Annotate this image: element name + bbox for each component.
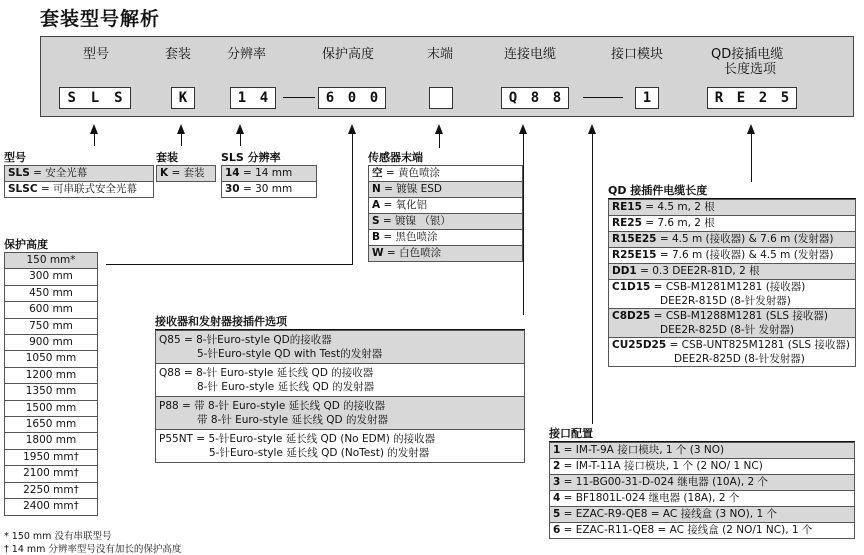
model-block-title: 型号	[4, 151, 26, 164]
interface-desc: = IM-T-11A 接口模块, 1 个 (2 NO/ 1 NC)	[560, 460, 763, 472]
arrow-line	[94, 132, 95, 146]
code-char: Q	[508, 90, 518, 106]
interface-desc: = EZAC-R9-QE8 = AC 接线盒 (3 NO), 1 个	[560, 508, 777, 520]
connector-desc-line2: 5-针Euro-style QD with Test的发射器	[197, 348, 383, 360]
interface-code: 2	[553, 460, 561, 472]
header-height: 保护高度	[322, 47, 375, 62]
end-desc: = 白色喷涂	[383, 247, 442, 259]
interface-desc: = 11-BG00-31-D-024 继电器 (10A), 2 个	[560, 476, 769, 488]
height-option: 1650 mm	[5, 417, 98, 433]
connector-line	[106, 264, 353, 265]
qd-code: DD1	[612, 265, 637, 277]
code-char: R	[714, 90, 724, 106]
qd-cable-length-block	[608, 184, 856, 367]
connector-desc-line2: 5-针Euro-style 延长线 QD (NoTest) 的发射器	[209, 447, 430, 459]
connector-code: Q88	[159, 367, 181, 379]
resolution-desc: = 14 mm	[239, 167, 293, 179]
connector-code: P88	[159, 400, 179, 412]
connector-desc-line1: = 8-针 Euro-style 延长线 QD 的接收器	[180, 367, 374, 379]
interface-code: 3	[553, 476, 561, 488]
arrow-line	[751, 132, 752, 182]
qd-code: RE15	[612, 201, 642, 213]
interface-code: 4	[553, 492, 561, 504]
height-option: 150 mm*	[5, 253, 98, 269]
height-option: 1050 mm	[5, 351, 98, 367]
interface-code: 5	[553, 508, 561, 520]
resolution-code: 30	[225, 183, 240, 195]
qd-desc: = CSB-M1281M1281 (接收器)	[650, 281, 806, 293]
resolution-block-title: SLS 分辨率	[221, 151, 281, 164]
code-char: 1	[642, 90, 652, 106]
separator-dash	[583, 97, 623, 98]
height-option: 300 mm	[5, 269, 98, 285]
code-char: 1	[237, 90, 247, 106]
header-end: 末端	[427, 47, 454, 62]
model-code-banner	[40, 36, 854, 117]
qd-cable-length-title: QD 接插件电缆长度	[608, 184, 856, 199]
interface-desc: = BF1801L-024 继电器 (18A), 2 个	[560, 492, 740, 504]
model-block	[4, 151, 154, 198]
code-char: E	[736, 90, 746, 106]
height-option: 1200 mm	[5, 367, 98, 383]
kit-block-title: 套装	[156, 151, 178, 164]
height-option: 1950 mm†	[5, 449, 98, 465]
header-cable: 连接电缆	[504, 47, 557, 62]
arrow-line	[181, 132, 182, 146]
end-code: B	[372, 231, 381, 243]
code-char: K	[178, 90, 188, 106]
code-qd-box	[707, 87, 797, 109]
qd-desc: = CSB-M1288M1281 (SLS 接收器)	[650, 310, 828, 322]
resolution-block	[221, 151, 317, 198]
code-end-box	[429, 87, 453, 109]
code-height-box	[318, 87, 386, 109]
code-char: 2	[758, 90, 768, 106]
code-interface-box	[635, 87, 659, 109]
header-interface: 接口模块	[611, 47, 664, 62]
arrow-line	[523, 132, 524, 315]
connector-desc-line1: = 5-针Euro-style 延长线 QD (No EDM) 的接收器	[192, 433, 436, 445]
code-char	[430, 88, 452, 108]
qd-desc: = 7.6 m, 2 根	[641, 217, 715, 229]
code-char: L	[90, 90, 100, 106]
code-char: 4	[259, 90, 269, 106]
footnote-star: * 150 mm 没有串联型号	[4, 531, 112, 542]
code-char: 5	[780, 90, 790, 106]
height-option: 450 mm	[5, 285, 98, 301]
connector-desc-line1: = 8-针Euro-style QD的接收器	[180, 334, 332, 346]
kit-block	[156, 151, 216, 182]
end-desc: = 黑色喷涂	[380, 231, 438, 243]
height-option: 900 mm	[5, 335, 98, 351]
qd-code: C8D25	[612, 310, 651, 322]
code-char: S	[67, 90, 76, 106]
end-code: N	[372, 183, 381, 195]
header-resolution: 分辨率	[227, 47, 267, 62]
qd-desc: = 4.5 m (接收器) & 7.6 m (发射器)	[656, 233, 834, 245]
page-title: 套装型号解析	[40, 8, 161, 30]
qd-desc: = 0.3 DEE2R-81D, 2 根	[636, 265, 760, 277]
model-code: SLSC	[8, 183, 38, 195]
end-code: W	[372, 247, 384, 259]
qd-desc: = 7.6 m (接收器) & 4.5 m (发射器)	[656, 249, 834, 261]
interface-config-title: 接口配置	[549, 427, 855, 442]
qd-code: CU25D25	[612, 339, 667, 351]
qd-desc-line2: DEE2R-815D (8-针发射器)	[660, 295, 791, 307]
interface-desc: = IM-T-9A 接口模块, 1 个 (3 NO)	[560, 444, 725, 456]
connector-desc-line1: = 带 8-针 Euro-style 延长线 QD 的接收器	[178, 400, 386, 412]
qd-code: RE25	[612, 217, 642, 229]
code-cable-box	[501, 87, 569, 109]
code-char: 6	[325, 90, 335, 106]
interface-code: 6	[553, 524, 561, 536]
code-char: 0	[347, 90, 357, 106]
qd-desc-line2: DEE2R-825D (8-针 发射器)	[660, 324, 795, 336]
connector-options-title: 接收器和发射器接插件选项	[155, 315, 525, 330]
end-code: S	[372, 215, 380, 227]
kit-code: K	[160, 167, 169, 179]
code-char: 8	[530, 90, 540, 106]
connector-code: P55NT	[159, 433, 193, 445]
kit-desc: = 套装	[168, 167, 205, 179]
model-desc: = 安全光幕	[29, 167, 88, 179]
height-block-title: 保护高度	[4, 238, 48, 251]
height-block	[4, 238, 98, 516]
end-desc: = 镀镍 （银）	[379, 215, 451, 227]
arrow-line	[592, 132, 593, 424]
resolution-desc: = 30 mm	[239, 183, 293, 195]
header-model: 型号	[83, 47, 110, 62]
height-option: 1500 mm	[5, 400, 98, 416]
interface-code: 1	[553, 444, 561, 456]
height-option: 1350 mm	[5, 384, 98, 400]
qd-desc-line2: DEE2R-825D (8-针发射器)	[674, 353, 805, 365]
end-desc: = 黄色喷涂	[382, 167, 440, 179]
model-desc: = 可串联式安全光幕	[37, 183, 138, 195]
height-option: 750 mm	[5, 318, 98, 334]
connector-desc-line2: 8-针 Euro-style 延长线 QD 的发射器	[197, 381, 375, 393]
qd-code: R15E25	[612, 233, 657, 245]
code-char: S	[114, 90, 123, 106]
separator-dash	[283, 97, 315, 98]
footnote-dagger: † 14 mm 分辨率型号没有加长的保护高度	[4, 544, 182, 555]
height-option: 600 mm	[5, 302, 98, 318]
header-qd-line1: QD接插电缆	[711, 47, 784, 62]
arrow-line	[240, 132, 241, 146]
sensor-end-title: 传感器末端	[368, 151, 423, 164]
qd-code: C1D15	[612, 281, 651, 293]
end-desc: = 镀镍 ESD	[380, 183, 442, 195]
height-option: 1800 mm	[5, 433, 98, 449]
code-char: 0	[369, 90, 379, 106]
model-code: SLS	[8, 167, 30, 179]
height-option: 2400 mm†	[5, 499, 98, 515]
interface-desc: = EZAC-R11-QE8 = AC 接线盒 (2 NO/1 NC), 1 个	[560, 524, 813, 536]
code-kit-box	[171, 87, 195, 109]
resolution-code: 14	[225, 167, 240, 179]
sensor-end-block	[368, 151, 523, 262]
connector-options-block	[155, 315, 525, 463]
connector-desc-line2: 带 8-针 Euro-style 延长线 QD 的发射器	[197, 414, 388, 426]
qd-code: R25E15	[612, 249, 657, 261]
height-option: 2100 mm†	[5, 466, 98, 482]
end-code: 空	[372, 167, 383, 179]
code-model-box	[59, 87, 131, 109]
header-qd-line2: 长度选项	[724, 62, 777, 77]
qd-desc: = CSB-UNT825M1281 (SLS 接收器)	[666, 339, 850, 351]
header-kit: 套装	[165, 47, 192, 62]
end-code: A	[372, 199, 381, 211]
height-option: 2250 mm†	[5, 482, 98, 498]
connector-code: Q85	[159, 334, 181, 346]
qd-desc: = 4.5 m, 2 根	[641, 201, 715, 213]
code-char: 8	[552, 90, 562, 106]
arrow-line	[439, 132, 440, 148]
code-resolution-box	[230, 87, 276, 109]
end-desc: = 氧化铝	[380, 199, 428, 211]
arrow-line	[352, 132, 353, 264]
interface-config-block	[549, 427, 855, 539]
